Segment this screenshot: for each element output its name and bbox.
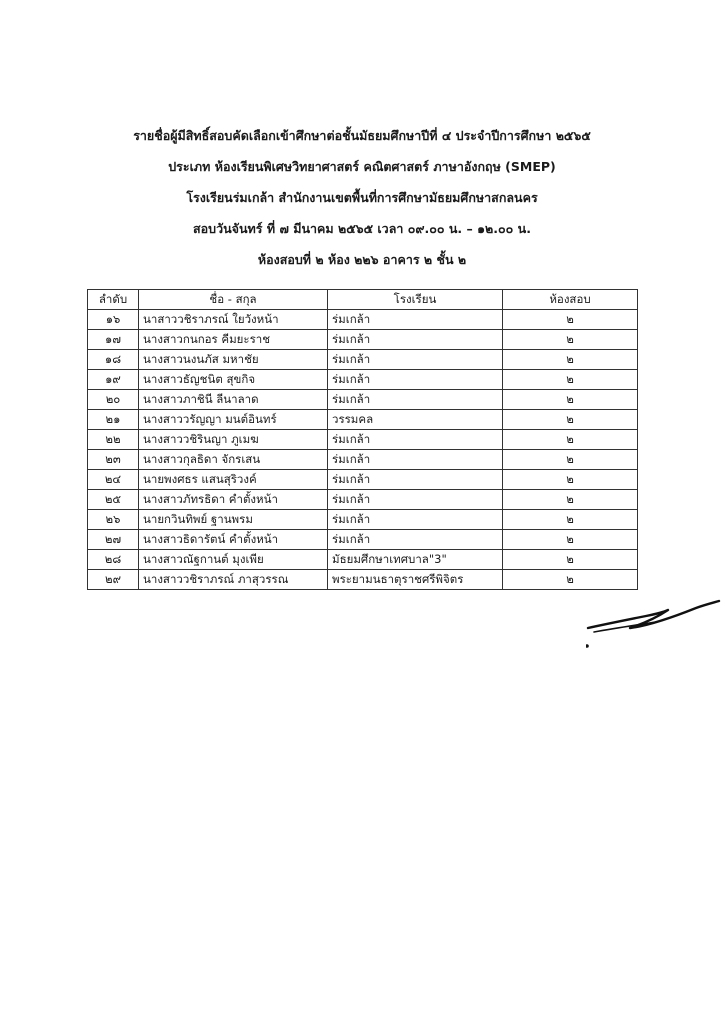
table-row	[88, 370, 638, 390]
student-school: ร่มเกล้า	[328, 390, 503, 410]
student-school: ร่มเกล้า	[328, 370, 503, 390]
row-number: ๑๘	[88, 350, 139, 370]
table-row	[88, 550, 638, 570]
table-row	[88, 330, 638, 350]
header-room: ห้องสอบ	[503, 290, 638, 310]
roster-table	[87, 289, 638, 590]
row-number: ๑๗	[88, 330, 139, 350]
header-program: ประเภท ห้องเรียนพิเศษวิทยาศาสตร์ คณิตศาสตร์ ภาษาอังกฤษ (SMEP)	[168, 159, 556, 174]
exam-room: ๒	[503, 390, 638, 410]
student-school: ร่มเกล้า	[328, 530, 503, 550]
row-number: ๒๑	[88, 410, 139, 430]
exam-room: ๒	[503, 370, 638, 390]
student-name: นางสาวณัฐกานต์ มุงเพีย	[139, 550, 328, 570]
exam-room: ๒	[503, 430, 638, 450]
student-school: ร่มเกล้า	[328, 470, 503, 490]
row-number: ๒๘	[88, 550, 139, 570]
table-row	[88, 570, 638, 590]
student-school: ร่มเกล้า	[328, 430, 503, 450]
header-title: รายชื่อผู้มีสิทธิ์สอบคัดเลือกเข้าศึกษาต่อชั้นมัธยมศึกษาปีที่ ๔ ประจำปีการศึกษา ๒๕๖๕	[133, 128, 591, 143]
student-name: นางสาววชิรินญา ภูเมฆ	[139, 430, 328, 450]
student-name: นางสาววรัญญา มนต์อินทร์	[139, 410, 328, 430]
exam-room: ๒	[503, 510, 638, 530]
student-name: นาสาววชิราภรณ์ ใยวังหน้า	[139, 310, 328, 330]
exam-room: ๒	[503, 530, 638, 550]
student-school: ร่มเกล้า	[328, 510, 503, 530]
student-school: ร่มเกล้า	[328, 450, 503, 470]
exam-room: ๒	[503, 490, 638, 510]
student-school: ร่มเกล้า	[328, 310, 503, 330]
exam-room: ๒	[503, 570, 638, 590]
exam-room: ๒	[503, 310, 638, 330]
row-number: ๒๒	[88, 430, 139, 450]
row-number: ๒๗	[88, 530, 139, 550]
header-name: ชื่อ - สกุล	[139, 290, 328, 310]
student-name: นางสาวกุลธิดา จักรเสน	[139, 450, 328, 470]
student-name: นางสาวธัญชนิต สุขกิจ	[139, 370, 328, 390]
header-exam-date: สอบวันจันทร์ ที่ ๗ มีนาคม ๒๕๖๕ เวลา ๐๙.๐๐ น. – ๑๒.๐๐ น.	[193, 221, 531, 236]
student-school: วรรมคล	[328, 410, 503, 430]
table-row	[88, 390, 638, 410]
header-exam-room: ห้องสอบที่ ๒ ห้อง ๒๒๖ อาคาร ๒ ชั้น ๒	[257, 252, 467, 267]
student-name: นายกวินทิพย์ ฐานพรม	[139, 510, 328, 530]
exam-room: ๒	[503, 470, 638, 490]
document-header	[0, 120, 724, 275]
table-row	[88, 410, 638, 430]
exam-room: ๒	[503, 350, 638, 370]
row-number: ๒๙	[88, 570, 139, 590]
table-header-row	[88, 290, 638, 310]
exam-room: ๒	[503, 330, 638, 350]
row-number: ๑๖	[88, 310, 139, 330]
table-row	[88, 450, 638, 470]
student-name: นางสาวภัทรธิดา คำตั้งหน้า	[139, 490, 328, 510]
row-number: ๒๓	[88, 450, 139, 470]
row-number: ๒๐	[88, 390, 139, 410]
student-name: นางสาวนงนภัส มหาชัย	[139, 350, 328, 370]
student-school: พระยามนธาตุราชศรีพิจิตร	[328, 570, 503, 590]
header-school: โรงเรียนร่มเกล้า สำนักงานเขตพื้นที่การศึกษามัธยมศึกษาสกลนคร	[186, 190, 538, 205]
student-name: นางสาววชิราภรณ์ ภาสุวรรณ	[139, 570, 328, 590]
table-row	[88, 310, 638, 330]
exam-room: ๒	[503, 550, 638, 570]
header-school-col: โรงเรียน	[328, 290, 503, 310]
student-name: นางสาวกนกอร คีมยะราช	[139, 330, 328, 350]
exam-room: ๒	[503, 450, 638, 470]
header-no: ลำดับ	[88, 290, 139, 310]
table-row	[88, 430, 638, 450]
student-name: นายพงศธร แสนสุริวงค์	[139, 470, 328, 490]
row-number: ๒๖	[88, 510, 139, 530]
table-row	[88, 490, 638, 510]
exam-room: ๒	[503, 410, 638, 430]
student-name: นางสาวธิดารัตน์ คำตั้งหน้า	[139, 530, 328, 550]
student-school: ร่มเกล้า	[328, 330, 503, 350]
table-row	[88, 510, 638, 530]
student-school: มัธยมศึกษาเทศบาล"3"	[328, 550, 503, 570]
student-school: ร่มเกล้า	[328, 490, 503, 510]
table-row	[88, 530, 638, 550]
table-row	[88, 350, 638, 370]
roster-body	[88, 310, 638, 590]
student-name: นางสาวภาชินี ลีนาลาด	[139, 390, 328, 410]
student-school: ร่มเกล้า	[328, 350, 503, 370]
signature-mark	[586, 598, 724, 658]
row-number: ๒๕	[88, 490, 139, 510]
row-number: ๒๔	[88, 470, 139, 490]
table-row	[88, 470, 638, 490]
row-number: ๑๙	[88, 370, 139, 390]
